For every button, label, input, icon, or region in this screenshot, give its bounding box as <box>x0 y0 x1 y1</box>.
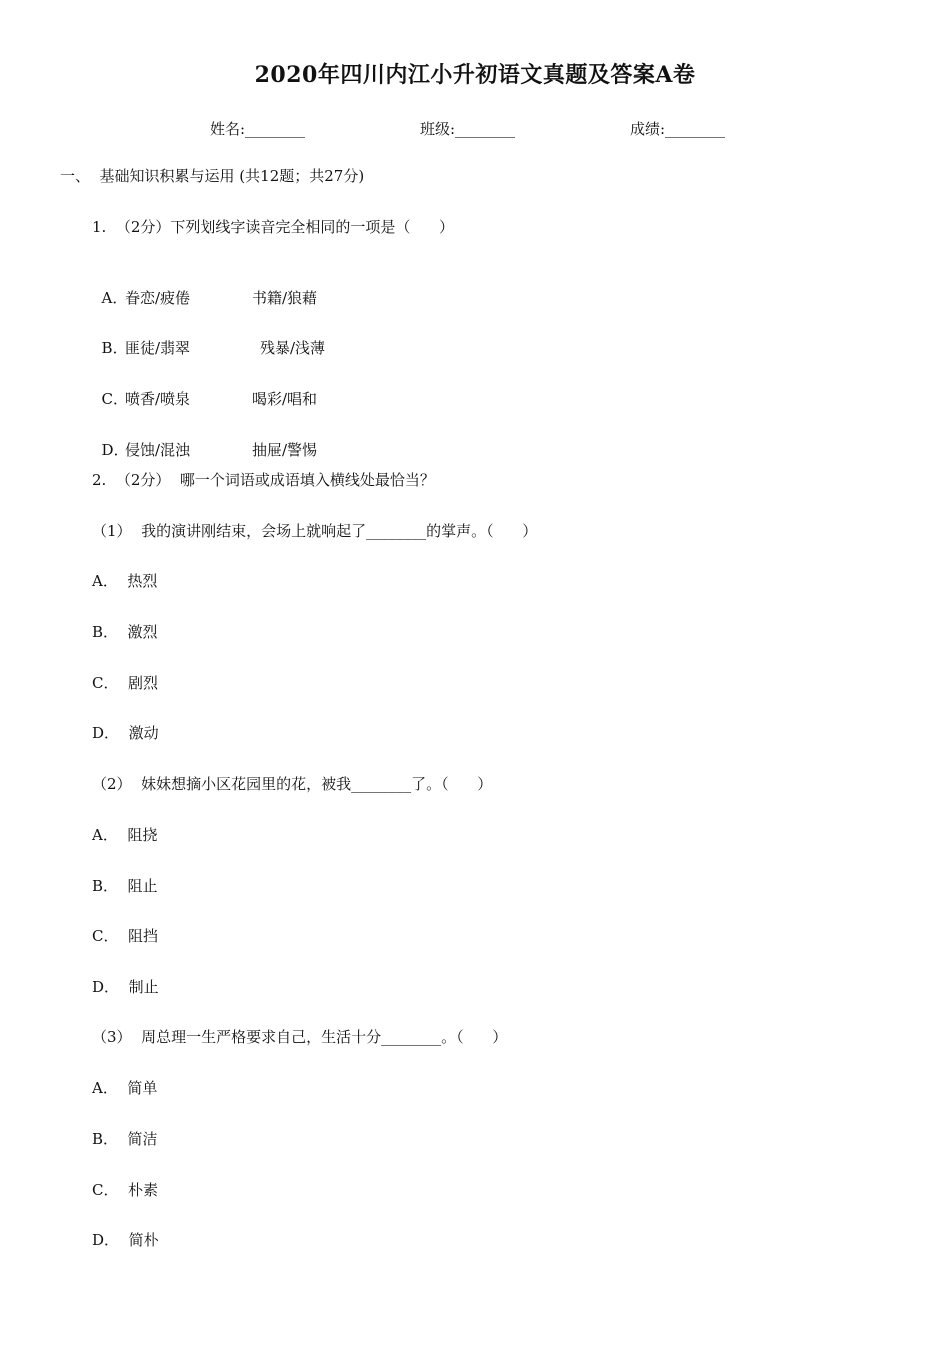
class-field: 班级:________ <box>420 120 516 138</box>
option-text-2: 抽屉/警惕 <box>252 441 318 459</box>
page-title: 2020年四川内江小升初语文真题及答案A卷 <box>254 62 696 88</box>
q2-sub1-option-c: C． 剧烈 <box>92 674 159 692</box>
option-text-1: 匪徒/翡翠 <box>125 339 191 357</box>
section-heading: 一、 基础知识积累与运用 (共12题；共27分) <box>60 167 365 185</box>
q2-sub3-option-d: D． 简朴 <box>92 1231 159 1249</box>
q1-option-d <box>92 420 318 460</box>
score-field: 成绩:________ <box>630 120 726 138</box>
q2-sub3-stem: （3） 周总理一生严格要求自己，生活十分________。（ ） <box>92 1028 508 1046</box>
option-text-2: 书籍/狼藉 <box>252 289 318 307</box>
q2-sub3-option-c: C． 朴素 <box>92 1181 159 1199</box>
q2-sub1-stem: （1） 我的演讲刚结束，会场上就响起了________的掌声。（ ） <box>92 522 538 540</box>
student-info-row <box>0 118 950 140</box>
q1-option-a <box>92 268 318 308</box>
q1-option-b <box>92 318 326 358</box>
q2-sub2-option-a: A． 阻挠 <box>92 826 158 844</box>
option-label: C． <box>101 390 129 408</box>
q2-sub2-stem: （2） 妹妹想摘小区花园里的花，被我________了。（ ） <box>92 775 493 793</box>
q2-sub1-option-b: B． 激烈 <box>92 623 158 641</box>
option-label: A． <box>101 289 128 307</box>
q2-sub2-option-c: C． 阻挡 <box>92 927 159 945</box>
option-text-1: 侵蚀/混浊 <box>125 441 191 459</box>
q2-sub1-option-d: D． 激动 <box>92 724 159 742</box>
q2-sub2-option-d: D． 制止 <box>92 978 159 996</box>
option-text-1: 喷香/喷泉 <box>125 390 191 408</box>
question-1-stem: 1. （2分）下列划线字读音完全相同的一项是（ ） <box>92 218 455 236</box>
option-label: D． <box>101 441 129 459</box>
q1-option-c <box>92 369 318 409</box>
option-text-1: 眷恋/疲倦 <box>125 289 191 307</box>
option-text-2: 喝彩/唱和 <box>252 390 318 408</box>
option-text-2: 残暴/浅薄 <box>260 339 326 357</box>
question-2-stem: 2. （2分） 哪一个词语或成语填入横线处最恰当？ <box>92 471 435 489</box>
q2-sub1-option-a: A． 热烈 <box>92 572 158 590</box>
q2-sub3-option-b: B． 简洁 <box>92 1130 158 1148</box>
option-label: B． <box>101 339 128 357</box>
q2-sub3-option-a: A． 简单 <box>92 1079 158 1097</box>
q2-sub2-option-b: B． 阻止 <box>92 877 158 895</box>
name-field: 姓名:________ <box>210 120 306 138</box>
